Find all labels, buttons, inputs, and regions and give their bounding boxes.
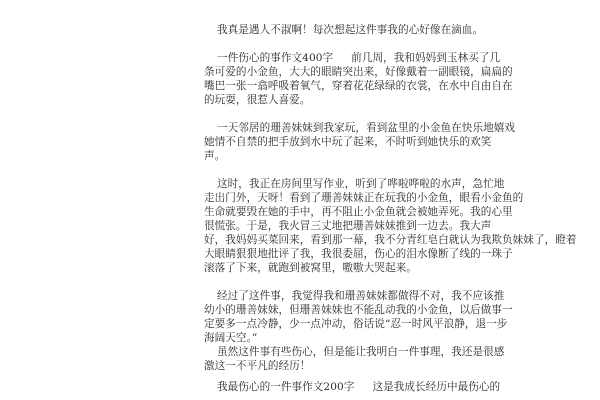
text-line-10: 走出门外，天呀！看到了珊善妹妹正在玩我的小金鱼，眼看小金鱼的 xyxy=(204,192,524,204)
text-line-12: 很慌张。于是，我火冒三丈地把珊善妹妹推到一边去。我大声 xyxy=(204,220,492,232)
text-line-18: 定要多一点冷静，少一点冲动，俗话说“忍一时风平浪静，退一步 xyxy=(204,318,508,330)
text-line-3: 条可爱的小金鱼，大大的眼睛突出来，好像戴着一副眼镜，扁扁的 xyxy=(204,66,513,78)
text-line-22-tail: 这是我成长经历中最伤心的 xyxy=(372,381,501,393)
text-line-13: 好，我妈妈买菜回来，看到那一幕，我不分青红皂白就认为我欺负妹妹了，瞪着 xyxy=(204,234,577,246)
text-line-2-tail: 前几周，我和妈妈到玉林买了几 xyxy=(351,52,501,64)
text-line-6: 一天邻居的珊善妹妹到我家玩，看到盆里的小金鱼在快乐地嬉戏 xyxy=(217,122,516,134)
text-line-4: 嘴巴一张一翕呼吸着氧气，穿着花花绿绿的衣裳，在水中自由自在 xyxy=(204,80,513,92)
text-line-15: 滚落了下来，就跑到被窝里，嗷嗷大哭起来。 xyxy=(204,262,417,274)
text-line-11: 生命就要毁在她的手中，再不阻止小金鱼就会被她弄死。我的心里 xyxy=(204,206,513,218)
text-line-7: 她情不自禁的把手放到水中玩了起来，不时听到她快乐的欢笑 xyxy=(204,136,492,148)
essay-title-200: 我最伤心的一件事作文200字 xyxy=(217,381,355,393)
text-line-9: 这时，我正在房间里写作业，听到了哗啦哗啦的水声，急忙地 xyxy=(217,178,505,190)
essay-title-400: 一件伤心的事作文400字 xyxy=(217,52,334,64)
text-line-16: 经过了这件事，我觉得我和珊善妹妹都做得不对，我不应该推 xyxy=(217,290,505,302)
text-line-5: 的玩耍，很惹人喜爱。 xyxy=(204,94,311,106)
text-line-19: 海阔天空。” xyxy=(204,332,258,344)
text-line-22 xyxy=(217,381,500,394)
text-line-2 xyxy=(217,52,500,65)
text-line-21: 激这一不平凡的经历！ xyxy=(204,360,311,372)
text-line-14: 大眼睛狠狠地批评了我，我很委屈，伤心的泪水像断了线的一珠子 xyxy=(204,248,513,260)
text-line-1: 我真是遇人不淑啊！每次想起这件事我的心好像在滴血。 xyxy=(217,24,484,36)
text-line-20: 虽然这件事有些伤心，但是能让我明白一件事理，我还是很感 xyxy=(217,346,505,358)
text-line-8: 声。 xyxy=(204,150,226,162)
text-line-17: 幼小的珊善妹妹，但珊善妹妹也不能乱动我的小金鱼，以后做事一 xyxy=(204,304,513,316)
